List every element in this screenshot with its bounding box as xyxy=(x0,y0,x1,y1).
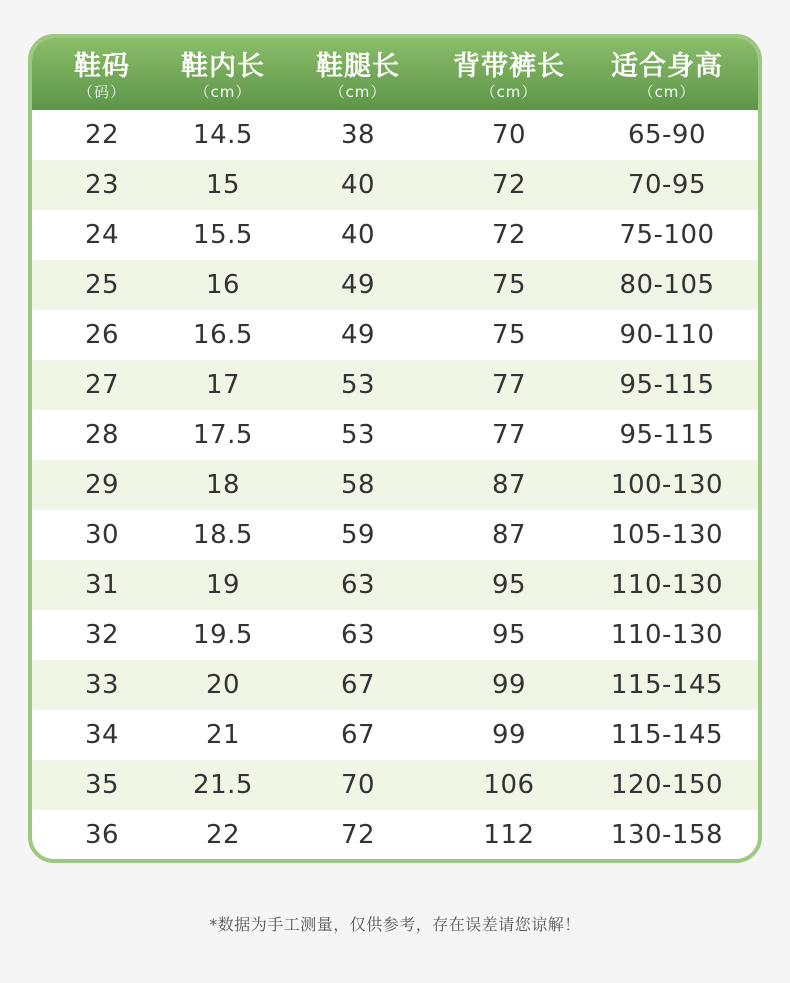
cell-leg-length: 40 xyxy=(340,170,376,200)
table-row xyxy=(32,260,758,310)
cell-inner-length: 17.5 xyxy=(193,420,253,450)
header-overall-length xyxy=(442,38,576,110)
cell-shoe-size: 34 xyxy=(84,720,120,750)
table-row xyxy=(32,110,758,160)
cell-leg-length: 72 xyxy=(340,820,376,850)
table-row xyxy=(32,210,758,260)
cell-height: 80-105 xyxy=(619,270,715,300)
cell-inner-length: 19.5 xyxy=(193,620,253,650)
cell-inner-length: 16 xyxy=(205,270,241,300)
cell-leg-length: 53 xyxy=(340,370,376,400)
cell-inner-length: 19 xyxy=(205,570,241,600)
cell-leg-length: 38 xyxy=(340,120,376,150)
cell-leg-length: 67 xyxy=(340,720,376,750)
cell-overall-length: 77 xyxy=(491,420,527,450)
header-unit: （cm） xyxy=(480,82,538,101)
cell-inner-length: 18.5 xyxy=(193,520,253,550)
cell-height: 105-130 xyxy=(610,520,724,550)
cell-leg-length: 40 xyxy=(340,220,376,250)
cell-height: 120-150 xyxy=(610,770,724,800)
cell-overall-length: 75 xyxy=(491,320,527,350)
cell-inner-length: 22 xyxy=(205,820,241,850)
table-row xyxy=(32,660,758,710)
cell-shoe-size: 22 xyxy=(84,120,120,150)
cell-height: 65-90 xyxy=(627,120,707,150)
cell-inner-length: 21 xyxy=(205,720,241,750)
header-unit: （cm） xyxy=(329,82,387,101)
cell-overall-length: 72 xyxy=(491,170,527,200)
table-row xyxy=(32,310,758,360)
cell-height: 115-145 xyxy=(610,720,724,750)
header-title: 鞋内长 xyxy=(181,50,265,82)
cell-shoe-size: 25 xyxy=(84,270,120,300)
cell-height: 70-95 xyxy=(627,170,707,200)
cell-overall-length: 77 xyxy=(491,370,527,400)
cell-leg-length: 58 xyxy=(340,470,376,500)
measurement-disclaimer: *数据为手工测量，仅供参考，存在误差请您谅解！ xyxy=(209,915,581,934)
cell-leg-length: 63 xyxy=(340,570,376,600)
table-row xyxy=(32,710,758,760)
cell-overall-length: 99 xyxy=(491,670,527,700)
cell-overall-length: 112 xyxy=(483,820,535,850)
cell-leg-length: 59 xyxy=(340,520,376,550)
cell-height: 90-110 xyxy=(619,320,715,350)
cell-inner-length: 16.5 xyxy=(193,320,253,350)
header-inner-length xyxy=(172,38,274,110)
header-unit: （cm） xyxy=(638,82,696,101)
cell-leg-length: 49 xyxy=(340,270,376,300)
cell-inner-length: 20 xyxy=(205,670,241,700)
cell-shoe-size: 23 xyxy=(84,170,120,200)
cell-overall-length: 87 xyxy=(491,520,527,550)
cell-height: 95-115 xyxy=(619,370,715,400)
cell-inner-length: 18 xyxy=(205,470,241,500)
cell-height: 110-130 xyxy=(610,620,724,650)
cell-leg-length: 70 xyxy=(340,770,376,800)
header-unit: （码） xyxy=(77,82,126,101)
cell-overall-length: 106 xyxy=(483,770,535,800)
header-shoe-size xyxy=(32,38,172,110)
table-row xyxy=(32,410,758,460)
header-title: 背带裤长 xyxy=(453,50,565,82)
cell-shoe-size: 30 xyxy=(84,520,120,550)
cell-height: 115-145 xyxy=(610,670,724,700)
header-height xyxy=(576,38,758,110)
header-leg-length xyxy=(274,38,442,110)
cell-shoe-size: 29 xyxy=(84,470,120,500)
header-title: 适合身高 xyxy=(611,50,723,82)
cell-height: 100-130 xyxy=(610,470,724,500)
table-row xyxy=(32,560,758,610)
cell-overall-length: 87 xyxy=(491,470,527,500)
cell-leg-length: 49 xyxy=(340,320,376,350)
header-unit: （cm） xyxy=(194,82,252,101)
cell-inner-length: 14.5 xyxy=(193,120,253,150)
cell-overall-length: 95 xyxy=(491,620,527,650)
table-header xyxy=(32,38,758,110)
table-row xyxy=(32,460,758,510)
table-row xyxy=(32,610,758,660)
cell-shoe-size: 35 xyxy=(84,770,120,800)
cell-overall-length: 95 xyxy=(491,570,527,600)
cell-height: 130-158 xyxy=(610,820,724,850)
cell-overall-length: 70 xyxy=(491,120,527,150)
cell-height: 95-115 xyxy=(619,420,715,450)
table-row xyxy=(32,160,758,210)
cell-overall-length: 75 xyxy=(491,270,527,300)
cell-leg-length: 53 xyxy=(340,420,376,450)
cell-shoe-size: 31 xyxy=(84,570,120,600)
header-title: 鞋腿长 xyxy=(316,50,400,82)
cell-inner-length: 15 xyxy=(205,170,241,200)
cell-height: 110-130 xyxy=(610,570,724,600)
header-title: 鞋码 xyxy=(74,50,130,82)
cell-shoe-size: 24 xyxy=(84,220,120,250)
cell-shoe-size: 27 xyxy=(84,370,120,400)
cell-shoe-size: 26 xyxy=(84,320,120,350)
size-chart-card xyxy=(28,34,762,863)
cell-shoe-size: 28 xyxy=(84,420,120,450)
cell-inner-length: 17 xyxy=(205,370,241,400)
table-row xyxy=(32,360,758,410)
cell-height: 75-100 xyxy=(619,220,715,250)
cell-inner-length: 21.5 xyxy=(193,770,253,800)
cell-leg-length: 63 xyxy=(340,620,376,650)
cell-shoe-size: 33 xyxy=(84,670,120,700)
cell-overall-length: 72 xyxy=(491,220,527,250)
cell-shoe-size: 36 xyxy=(84,820,120,850)
cell-overall-length: 99 xyxy=(491,720,527,750)
cell-inner-length: 15.5 xyxy=(193,220,253,250)
table-row xyxy=(32,760,758,810)
cell-shoe-size: 32 xyxy=(84,620,120,650)
table-row xyxy=(32,510,758,560)
table-row xyxy=(32,810,758,860)
cell-leg-length: 67 xyxy=(340,670,376,700)
